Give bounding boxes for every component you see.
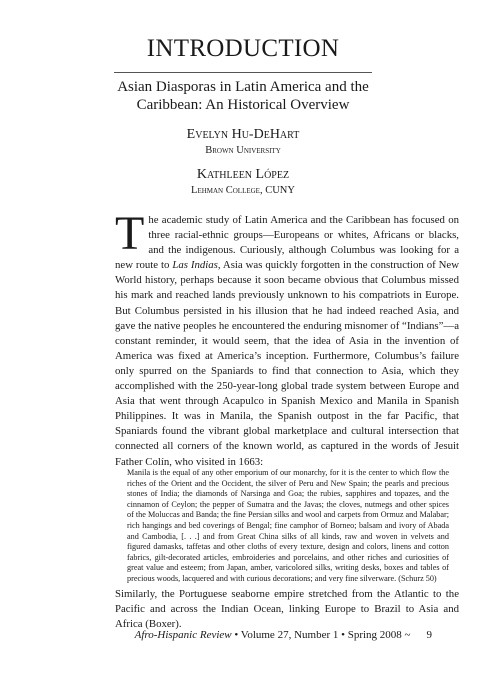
body-text: [115, 207, 460, 470]
page-number: 9: [426, 629, 432, 641]
paragraph-2: Similarly, the Portuguese seaborne empire stretched from the Atlantic to the Pacific and across the Indian Ocean, linking Europe to Brazil to Asia and Africa (Boxer).: [115, 588, 459, 631]
drop-cap: T: [115, 207, 145, 260]
author-affiliation-2: Lehman College, CUNY: [191, 185, 295, 196]
article-title-line-1: Asian Diasporas in Latin America and the: [117, 79, 369, 95]
paragraph-1-text-b: , Asia was quickly forgotten in the construction of New World history, perhaps because it soon became obvious that Columbus missed his mark and reached lands previously unknown to his compatriots in Europe. But Columbus persisted in his illusion that he had indeed reached Asia, and gave the native peoples he encountered the enduring misnomer of “Indians”—a constant reminder, it would seem, that the idea of Asia in the invention of America was fixed at America’s inception. Furthermore, Columbus’s failure only spurred on the Spaniards to find that connection to Asia, which they accomplished with the 250-year-long global trade system between Europe and Asia that went through Acapulco in Spanish Mexico and Manila in Spanish Philippines. It was in Manila, the Spanish outpost in the far Pacific, that Spaniards found the vibrant global marketplace and cultural intersection that connected all corners of the known world, as captured in the words of Jesuit Father Colín, who visited in 1663:: [115, 259, 460, 468]
page-footer: [135, 629, 432, 641]
paragraph-1-italic: Las Indias: [172, 259, 218, 272]
block-quote: Manila is the equal of any other emporium of our monarchy, for it is the center to which flow the riches of the Orient and the Occident, the silver of Peru and New Spain; the pearls and precious stones of India; the diamonds of Narsinga and Goa; the rubies, sapphires and topazes, and the cinnamon of Ceylon; the pepper of Sumatra and the Javas; the cloves, nutmegs and other spices of the Moluccas and Banda; the fine Persian silks and wool and carpets from Ormuz and Malabar; rich hangings and bed coverings of Bengal; fine camphor of Borneo; balsam and ivory of Abada and Cambodia, [. . .] and from Great China silks of all kinds, raw and woven in velvets and figured damasks, taffetas and other cloths of every texture, design and colors, linens and cotton fabrics, gilt-decorated articles, embroideries and porcelains, and other riches and curiosities of great value and esteem; from Japan, amber, varicolored silks, writing desks, boxes and tables of precious woods, lacquered and with curious decorations; and very fine silverware. (Schurz 50): [127, 468, 449, 583]
paragraph-1: [115, 207, 460, 470]
author-name-1: Evelyn Hu-DeHart: [186, 127, 300, 142]
article-title: [60, 78, 426, 114]
author-name-2: Kathleen López: [196, 167, 290, 182]
heading-rule: [114, 72, 372, 73]
page-heading: INTRODUCTION: [146, 35, 340, 62]
footer-journal: Afro-Hispanic Review: [134, 629, 232, 641]
author-affiliation-1: Brown University: [205, 145, 281, 156]
paragraph-1-text-a: he academic study of Latin America and the Caribbean has focused on three racial-ethnic groups—Europeans or whites, Africans or blacks, and the indigenous. Curiously, although Columbus was looking for a new route to: [115, 214, 459, 272]
article-title-line-2: Caribbean: An Historical Overview: [136, 97, 350, 113]
footer-issue: • Volume 27, Number 1 • Spring 2008 ~: [231, 629, 411, 641]
